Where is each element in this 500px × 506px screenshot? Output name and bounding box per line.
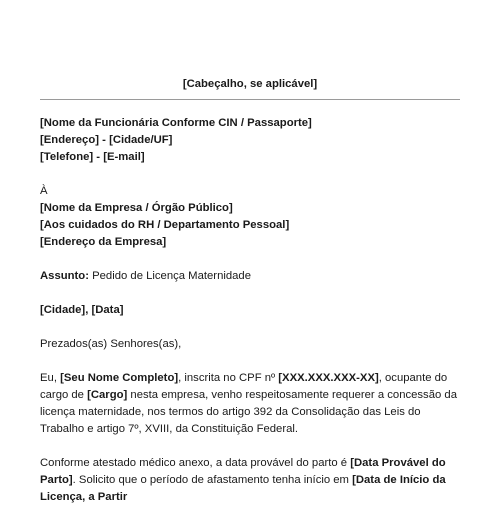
subject-line bbox=[40, 268, 465, 285]
paragraph-dates-text-2: . Solicito que o período de afastamento tenha início em bbox=[72, 474, 353, 486]
paragraph-dates bbox=[40, 455, 465, 506]
paragraph-dates-text-1: Conforme atestado médico anexo, a data provável do parto é bbox=[40, 457, 351, 469]
header-divider bbox=[40, 99, 460, 100]
paragraph-request-text-3: , ocupante do cargo de bbox=[40, 372, 448, 401]
sender-contact-separator: - bbox=[93, 151, 104, 163]
subject-label: Assunto: bbox=[40, 270, 89, 282]
recipient-company: [Nome da Empresa / Órgão Público] bbox=[40, 202, 233, 214]
place-date: [Data] bbox=[91, 304, 124, 316]
placeholder-start-date: [Data de Início da Licença, a Partir bbox=[40, 474, 446, 503]
sender-name: [Nome da Funcionária Conforme CIN / Passaporte] bbox=[40, 117, 312, 129]
sender-contact-line bbox=[40, 149, 465, 166]
recipient-to: À bbox=[40, 185, 48, 197]
page-header: [Cabeçalho, se aplicável] bbox=[182, 78, 318, 90]
sender-city-state: [Cidade/UF] bbox=[109, 134, 173, 146]
paragraph-request-text-2: , inscrita no CPF nº bbox=[178, 372, 279, 384]
placeholder-due-date: [Data Provável do Parto] bbox=[40, 457, 446, 486]
sender-phone: [Telefone] bbox=[40, 151, 94, 163]
letter-body bbox=[40, 115, 465, 506]
paragraph-request-text-1: Eu, bbox=[40, 372, 61, 384]
recipient-block bbox=[40, 183, 465, 251]
sender-email: [E-mail] bbox=[103, 151, 145, 163]
sender-block bbox=[40, 115, 465, 166]
sender-address-separator: - bbox=[99, 134, 110, 146]
paragraph-request bbox=[40, 370, 465, 438]
place-date-separator: , bbox=[85, 304, 92, 316]
placeholder-cpf: [XXX.XXX.XXX-XX] bbox=[278, 372, 379, 384]
recipient-attention: [Aos cuidados do RH / Departamento Pessoal] bbox=[40, 219, 290, 231]
recipient-address: [Endereço da Empresa] bbox=[40, 236, 167, 248]
placeholder-role: [Cargo] bbox=[87, 389, 128, 401]
place-date-line bbox=[40, 302, 465, 319]
greeting: Prezados(as) Senhores(as), bbox=[40, 338, 182, 350]
place-city: [Cidade] bbox=[40, 304, 86, 316]
sender-address-line bbox=[40, 132, 465, 149]
sender-address: [Endereço] bbox=[40, 134, 100, 146]
placeholder-full-name: [Seu Nome Completo] bbox=[60, 372, 179, 384]
subject-text: Pedido de Licença Maternidade bbox=[88, 270, 251, 282]
paragraph-request-text-4: nesta empresa, venho respeitosamente requerer a concessão da licença maternidade, nos termos do artigo 392 da Consolidação das Leis do Trabalho e artigo 7º, XVIII, da Constituição Federal. bbox=[40, 389, 457, 435]
